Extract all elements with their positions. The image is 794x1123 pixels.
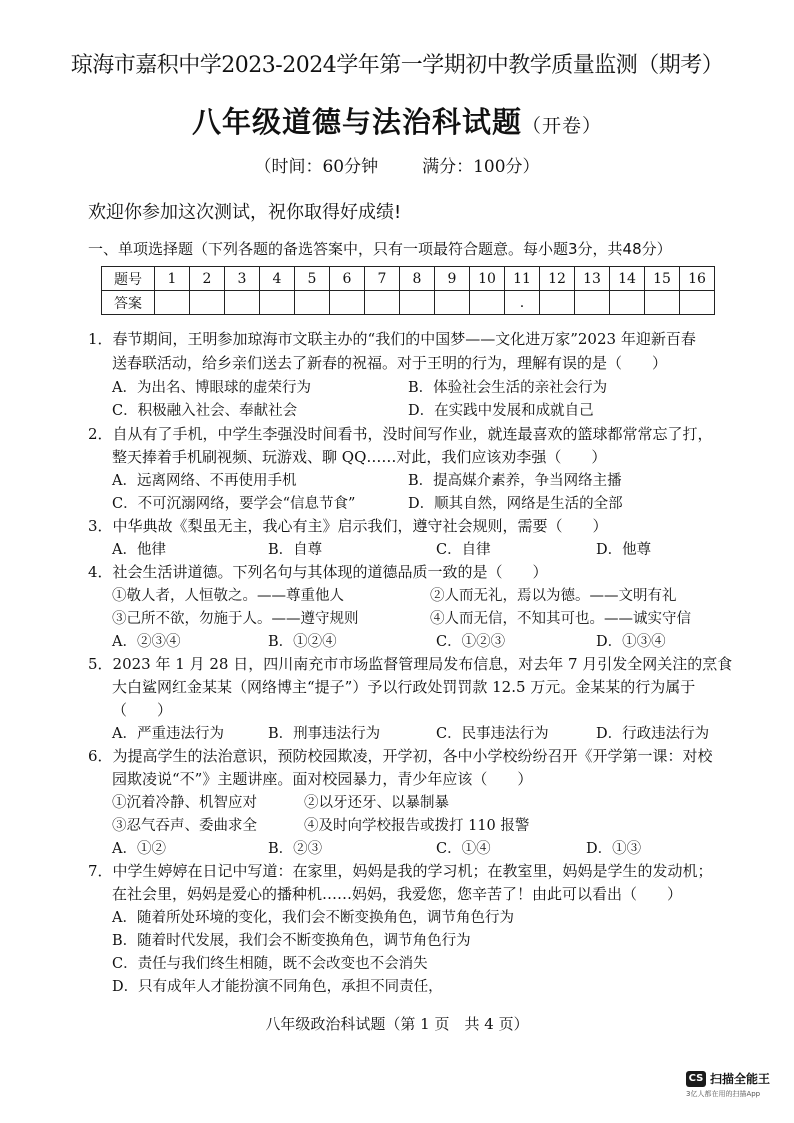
question-number-cell: 4	[260, 267, 295, 291]
q6-stem-line2: 园欺凌说“不”》主题讲座。面对校园暴力，青少年应该（ ）	[112, 770, 533, 788]
q4-statement-1: ①敬人者，人恒敬之。——尊重他人	[112, 588, 344, 604]
question-number-cell: 7	[365, 267, 400, 291]
camscanner-logo-icon: CS	[686, 1071, 706, 1087]
q2-option-c: C．不可沉溺网络，要学会“信息节食”	[112, 496, 356, 512]
page-footer: 八年级政治科试题（第 1 页 共 4 页）	[265, 1015, 529, 1033]
answer-cell	[470, 291, 505, 315]
question-number-cell: 15	[645, 267, 680, 291]
question-number-cell: 3	[225, 267, 260, 291]
q4-option-a: A．②③④	[112, 634, 181, 650]
q5-stem-line3: （ ）	[112, 701, 173, 719]
q5-stem-line2: 大白鲨网红金某某（网络博主“提子”）予以行政处罚罚款 12.5 万元。金某某的行为属于	[112, 678, 696, 696]
q3-option-c: C．自律	[436, 542, 491, 558]
exam-score: 满分：100分）	[422, 157, 540, 177]
q3-option-b: B．自尊	[268, 542, 323, 558]
exam-title-paren: （开卷）	[522, 115, 603, 137]
answer-cell	[260, 291, 295, 315]
q6-stem-line1: 6．为提高学生的法治意识，预防校园欺凌，开学初，各中小学校纷纷召开《开学第一课：对校	[88, 747, 713, 765]
row-label: 答案	[102, 291, 155, 315]
q7-stem-line2: 在社会里，妈妈是爱心的播种机……妈妈，我爱您，您辛苦了！由此可以看出（ ）	[112, 885, 683, 903]
answer-cell	[225, 291, 260, 315]
q5-option-c: C．民事违法行为	[436, 726, 549, 742]
q6-option-a: A．①②	[112, 841, 166, 857]
answer-cell	[540, 291, 575, 315]
q1-option-c: C．积极融入社会、奉献社会	[112, 403, 298, 419]
q5-option-a: A．严重违法行为	[112, 726, 224, 742]
q5-option-b: B．刑事违法行为	[268, 726, 381, 742]
answer-cell	[190, 291, 225, 315]
q5-option-d: D．行政违法行为	[596, 726, 710, 742]
exam-title	[0, 100, 794, 141]
q6-statement-4: ④及时向学校报告或拨打 110 报警	[304, 818, 530, 834]
exam-header: 琼海市嘉积中学2023-2024学年第一学期初中教学质量监测（期考）	[70, 53, 724, 78]
q4-statement-3: ③己所不欲，勿施于人。——遵守规则	[112, 611, 359, 627]
question-number-cell: 1	[155, 267, 190, 291]
q7-option-c: C．责任与我们终生相随，既不会改变也不会消失	[112, 956, 428, 972]
q7-stem-line1: 7．中学生婷婷在日记中写道：在家里，妈妈是我的学习机；在教室里，妈妈是学生的发动机；	[88, 862, 713, 880]
q6-statement-2: ②以牙还牙、以暴制暴	[304, 795, 449, 811]
q4-statement-2: ②人而无礼，焉以为德。——文明有礼	[430, 588, 677, 604]
q6-option-c: C．①④	[436, 841, 491, 857]
scanner-watermark	[686, 1070, 782, 1099]
answer-cell	[645, 291, 680, 315]
q7-option-a: A．随着所处环境的变化，我们会不断变换角色，调节角色行为	[112, 910, 514, 926]
section-heading: 一、单项选择题（下列各题的备选答案中，只有一项最符合题意。每小题3分，共48分）	[88, 240, 672, 258]
q1-option-a: A．为出名、博眼球的虚荣行为	[112, 380, 311, 396]
q4-option-b: B．①②④	[268, 634, 337, 650]
q2-option-b: B．提高媒介素养，争当网络主播	[408, 473, 622, 489]
answer-cell	[365, 291, 400, 315]
q2-stem-line2: 整天捧着手机刷视频、玩游戏、聊 QQ……对此，我们应该劝李强（ ）	[112, 448, 607, 466]
answer-cell	[680, 291, 715, 315]
watermark-tagline: 3亿人都在用的扫描App	[686, 1090, 761, 1098]
row-label: 题号	[102, 267, 155, 291]
q6-statement-3: ③忍气吞声、委曲求全	[112, 818, 257, 834]
question-number-cell: 12	[540, 267, 575, 291]
answer-cell	[610, 291, 645, 315]
exam-title-text: 八年级道德与法治科试题	[191, 105, 522, 139]
q1-stem-line1: 1．春节期间，王明参加琼海市文联主办的“我们的中国梦——文化进万家”2023 年迎新百春	[88, 330, 696, 348]
q6-option-b: B．②③	[268, 841, 323, 857]
q2-option-d: D．顺其自然，网络是生活的全部	[408, 496, 623, 512]
watermark-app-name: 扫描全能王	[710, 1072, 771, 1086]
answer-cell	[575, 291, 610, 315]
answer-table	[101, 266, 715, 315]
answer-cell	[400, 291, 435, 315]
question-number-cell: 5	[295, 267, 330, 291]
exam-time: （时间：60分钟	[254, 157, 379, 177]
q7-option-d: D．只有成年人才能扮演不同角色，承担不同责任，	[112, 979, 443, 995]
q1-option-b: B．体验社会生活的亲社会行为	[408, 380, 608, 396]
q2-stem-line1: 2．自从有了手机，中学生李强没时间看书，没时间写作业，就连最喜欢的篮球都常常忘了打，	[88, 425, 713, 443]
answer-table-answer-row	[102, 291, 715, 315]
q1-option-d: D．在实践中发展和成就自己	[408, 403, 594, 419]
question-number-cell: 8	[400, 267, 435, 291]
q6-option-d: D．①③	[586, 841, 642, 857]
q1-stem-line2: 送春联活动，给乡亲们送去了新春的祝福。对于王明的行为，理解有误的是（ ）	[112, 354, 668, 372]
q2-option-a: A．远离网络、不再使用手机	[112, 473, 297, 489]
q4-stem-line1: 4．社会生活讲道德。下列名句与其体现的道德品质一致的是（ ）	[88, 563, 548, 581]
question-number-cell: 9	[435, 267, 470, 291]
q4-option-c: C．①②③	[436, 634, 506, 650]
question-number-cell: 10	[470, 267, 505, 291]
answer-cell	[435, 291, 470, 315]
question-number-cell: 6	[330, 267, 365, 291]
q3-option-a: A．他律	[112, 542, 166, 558]
question-number-cell: 16	[680, 267, 715, 291]
welcome-text: 欢迎你参加这次测试，祝你取得好成绩!	[88, 202, 402, 223]
question-number-cell: 14	[610, 267, 645, 291]
q6-statement-1: ①沉着冷静、机智应对	[112, 795, 257, 811]
q3-option-d: D．他尊	[596, 542, 652, 558]
q4-statement-4: ④人而无信，不知其可也。——诚实守信	[430, 611, 691, 627]
q5-stem-line1: 5．2023 年 1 月 28 日，四川南充市市场监督管理局发布信息，对去年 7 月引发全网关注的烹食	[88, 655, 733, 673]
answer-table-number-row	[102, 267, 715, 291]
exam-time-score	[0, 152, 794, 177]
answer-cell	[330, 291, 365, 315]
question-number-cell: 2	[190, 267, 225, 291]
q7-option-b: B．随着时代发展，我们会不断变换角色，调节角色行为	[112, 933, 471, 949]
question-number-cell: 13	[575, 267, 610, 291]
answer-cell	[155, 291, 190, 315]
answer-cell: .	[505, 291, 540, 315]
answer-cell	[295, 291, 330, 315]
q4-option-d: D．①③④	[596, 634, 666, 650]
question-number-cell: 11	[505, 267, 540, 291]
q3-stem-line1: 3．中华典故《梨虽无主，我心有主》启示我们，遵守社会规则，需要（ ）	[88, 517, 608, 535]
